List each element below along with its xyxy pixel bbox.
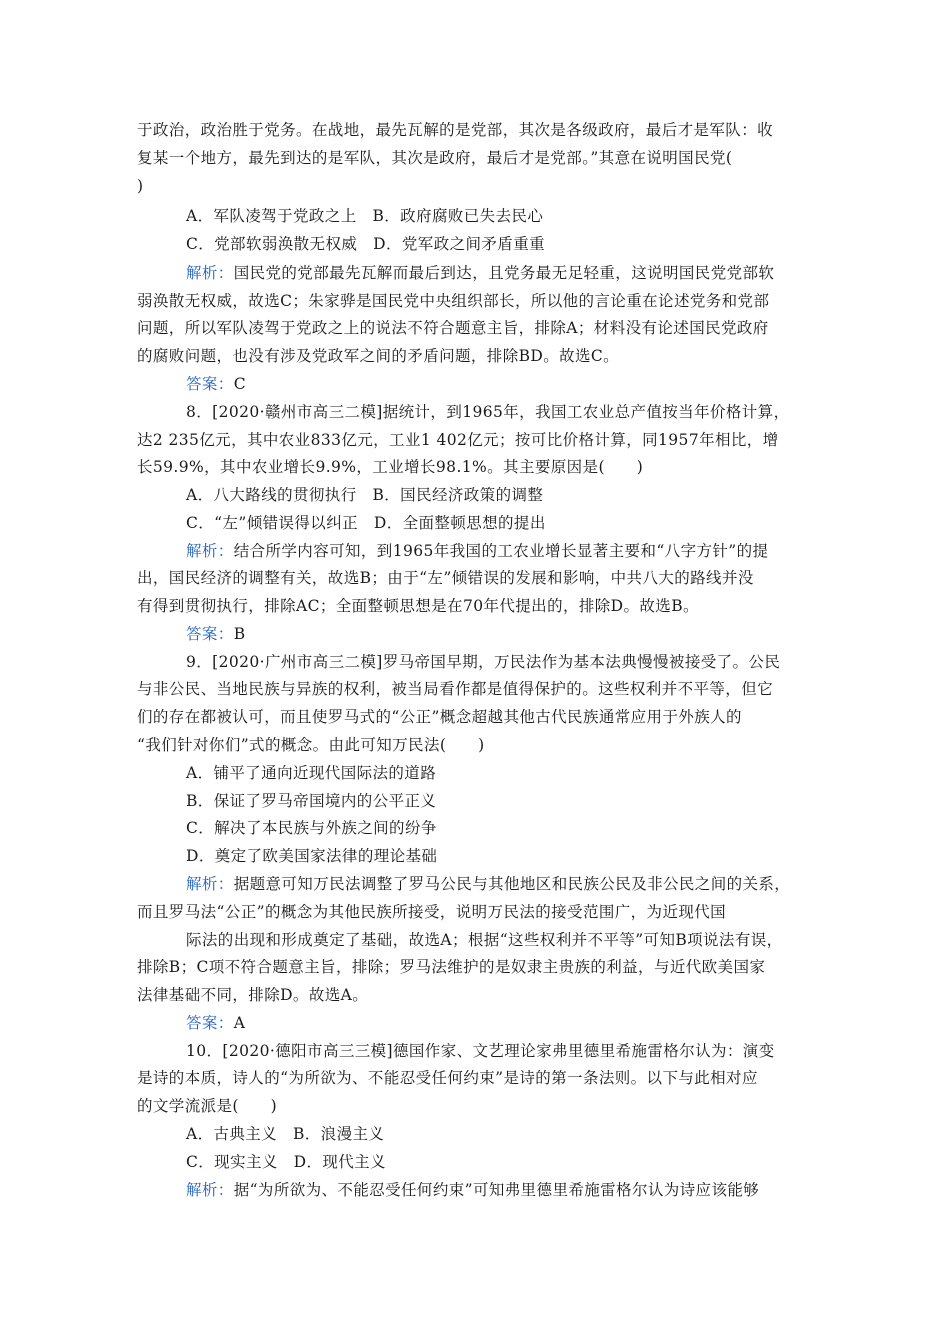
q7-analysis-text: 国民党的党部最先瓦解而最后到达，且党务最无足轻重，这说明国民党党部软 (233, 264, 775, 282)
q7-option-cd: C．党部软弱涣散无权威 D．党军政之间矛盾重重 (186, 235, 545, 253)
q9-stem-line-2: 与非公民、当地民族与异族的权利，被当局看作都是值得保护的。这些权利并不平等，但它 (137, 680, 774, 698)
q7-option-ab: A．军队凌驾于党政之上 B．政府腐败已失去民心 (186, 207, 544, 225)
answer-label: 答案： (186, 375, 234, 393)
q9-option-d: D．奠定了欧美国家法律的理论基础 (186, 847, 438, 865)
q8-stem-line-2: 达2 235亿元，其中农业833亿元，工业1 402亿元；按可比价格计算，同1957年相比，增 (137, 431, 779, 449)
q9-stem-line-4: “我们针对你们”式的概念。由此可知万民法( ) (137, 736, 485, 754)
q9-analysis-line-4: 排除B；C项不符合题意主旨，排除；罗马法维护的是奴隶主贵族的利益，与近代欧美国家 (137, 958, 766, 976)
q7-stem-line-1: 于政治，政治胜于党务。在战地，最先瓦解的是党部，其次是各级政府，最后才是军队：收 (137, 121, 774, 139)
q7-answer (186, 374, 246, 394)
q10-option-ab: A．古典主义 B．浪漫主义 (186, 1125, 385, 1143)
q9-analysis-line-2: 而且罗马法“公正”的概念为其他民族所接受，说明万民法的接受范围广，为近现代国 (137, 903, 727, 921)
q7-analysis-line-4: 的腐败问题，也没有涉及党政军之间的矛盾问题，排除BD。故选C。 (137, 347, 620, 365)
q8-analysis-text: 结合所学内容可知，到1965年我国的工农业增长显著主要和“八字方针”的提 (233, 542, 769, 560)
q10-analysis-text: 据“为所欲为、不能忍受任何约束”可知弗里德里希施雷格尔认为诗应该能够 (233, 1181, 760, 1199)
analysis-label: 解析： (186, 264, 234, 282)
q7-stem-line-2: 复某一个地方，最先到达的是军队，其次是政府，最后才是党部。”其意在说明国民党( (137, 149, 733, 167)
q8-analysis-line-2: 出，国民经济的调整有关，故选B；由于“左”倾错误的发展和影响，中共八大的路线并没 (137, 569, 754, 587)
q9-option-b: B．保证了罗马帝国境内的公平正义 (186, 792, 437, 810)
answer-label: 答案： (186, 625, 234, 643)
q8-option-ab: A．八大路线的贯彻执行 B．国民经济政策的调整 (186, 486, 544, 504)
q7-stem-line-3: ) (137, 177, 144, 195)
q7-analysis (186, 263, 774, 283)
q7-analysis-line-3: 问题，所以军队凌驾于党政之上的说法不符合题意主旨，排除A；材料没有论述国民党政府 (137, 319, 769, 337)
q10-stem-line-3: 的文学流派是( ) (137, 1097, 278, 1115)
analysis-label: 解析： (186, 542, 234, 560)
q9-option-a: A．铺平了通向近现代国际法的道路 (186, 764, 437, 782)
q9-analysis-line-3: 际法的出现和形成奠定了基础，故选A；根据“这些权利并不平等”可知B项说法有误， (186, 931, 783, 949)
answer-label: 答案： (186, 1014, 234, 1032)
q9-answer-value: A (233, 1014, 246, 1032)
q9-analysis-text: 据题意可知万民法调整了罗马公民与其他地区和民族公民及非公民之间的关系， (233, 875, 791, 893)
q8-analysis (186, 541, 768, 561)
q10-stem-line-1: 10．[2020·德阳市高三三模]德国作家、文艺理论家弗里德里希施雷格尔认为：演变 (186, 1042, 775, 1060)
q8-stem-line-3: 长59.9%，其中农业增长9.9%，工业增长98.1%。其主要原因是( ) (137, 458, 644, 476)
q10-option-cd: C．现实主义 D．现代主义 (186, 1153, 386, 1171)
analysis-label: 解析： (186, 875, 234, 893)
q9-answer (186, 1013, 245, 1033)
q9-analysis (186, 874, 790, 894)
q8-answer-value: B (233, 625, 246, 643)
q7-answer-value: C (233, 375, 246, 393)
q9-option-c: C．解决了本民族与外族之间的纷争 (186, 819, 437, 837)
q8-stem-line-1: 8．[2020·赣州市高三二模]据统计，到1965年，我国工农业总产值按当年价格计算， (186, 403, 790, 421)
q8-answer (186, 624, 246, 644)
analysis-label: 解析： (186, 1181, 234, 1199)
q8-option-cd: C．“左”倾错误得以纠正 D．全面整顿思想的提出 (186, 514, 546, 532)
q9-stem-line-3: 们的存在都被认可，而且使罗马式的“公正”概念超越其他古代民族通常应用于外族人的 (137, 708, 742, 726)
q7-analysis-line-2: 弱涣散无权威，故选C；朱家骅是国民党中央组织部长，所以他的言论重在论述党务和党部 (137, 292, 770, 310)
q9-analysis-line-5: 法律基础不同，排除D。故选A。 (137, 986, 369, 1004)
q8-analysis-line-3: 有得到贯彻执行，排除AC；全面整顿思想是在70年代提出的，排除D。故选B。 (137, 597, 699, 615)
q10-stem-line-2: 是诗的本质，诗人的“为所欲为、不能忍受任何约束”是诗的第一条法则。以下与此相对应 (137, 1069, 758, 1087)
q10-analysis (186, 1180, 759, 1200)
q9-stem-line-1: 9．[2020·广州市高三二模]罗马帝国早期，万民法作为基本法典慢慢被接受了。公民 (186, 653, 781, 671)
